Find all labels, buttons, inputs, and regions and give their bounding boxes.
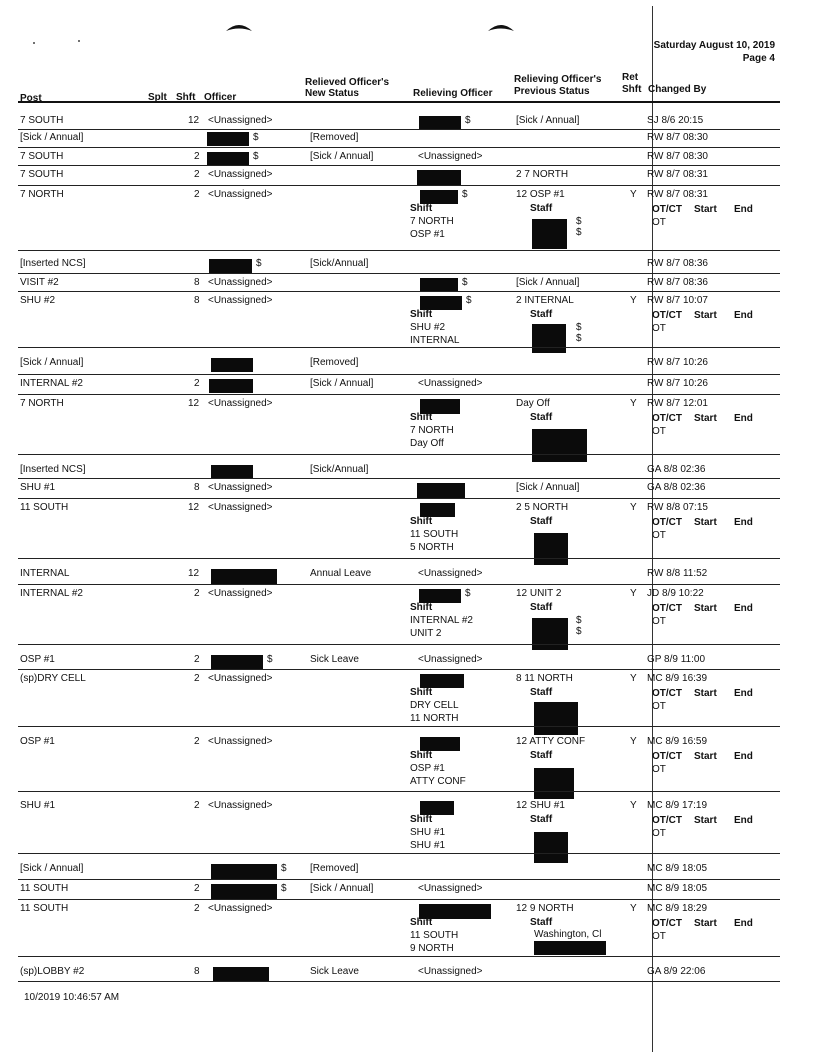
previous-status-cell: 12 ATTY CONF [516, 736, 586, 747]
shift-detail-line: 11 SOUTH [410, 930, 459, 941]
col-relieving-prev-1: Relieving Officer's [514, 74, 602, 85]
officer-cell: <Unassigned> [208, 800, 273, 811]
ot-ct-label: OT/CT [652, 413, 682, 424]
relieved-status-cell: [Removed] [310, 863, 359, 874]
redacted-name-block [534, 941, 606, 955]
start-label: Start [694, 815, 717, 826]
row-divider [18, 498, 780, 499]
relieved-status-cell: [Removed] [310, 132, 359, 143]
shift-label: Shift [410, 814, 433, 825]
col-ret-2: Shft [622, 84, 642, 95]
relieving-officer-cell: <Unassigned> [418, 568, 483, 579]
header-rule [18, 101, 780, 103]
relieved-status-cell: [Sick / Annual] [310, 883, 374, 894]
redacted-name-block [417, 170, 461, 185]
dollar-marker: $ [576, 227, 582, 238]
shift-cell: 12 [188, 502, 200, 513]
shift-label: Shift [410, 516, 433, 527]
post-cell: 7 NORTH [20, 189, 64, 200]
staff-label: Staff [530, 814, 553, 825]
changed-by-cell: RW 8/7 08:30 [647, 151, 708, 162]
changed-by-cell: SJ 8/6 20:15 [647, 115, 704, 126]
officer-cell: <Unassigned> [208, 736, 273, 747]
post-cell: INTERNAL #2 [20, 378, 83, 389]
changed-by-cell: RW 8/7 10:07 [647, 295, 708, 306]
row-divider [18, 454, 780, 455]
row-divider [18, 558, 780, 559]
start-label: Start [694, 310, 717, 321]
previous-status-cell: 12 UNIT 2 [516, 588, 562, 599]
dollar-marker: $ [462, 189, 468, 200]
ot-label: OT [652, 701, 666, 712]
post-cell: INTERNAL [20, 568, 70, 579]
report-date: Saturday August 10, 2019 [653, 40, 775, 51]
changed-by-cell: GP 8/9 11:00 [647, 654, 706, 665]
col-relieving-prev-2: Previous Status [514, 86, 590, 97]
dollar-marker: $ [465, 588, 471, 599]
col-relieved-status-1: Relieved Officer's [305, 77, 390, 88]
shift-detail-line: INTERNAL [410, 335, 460, 346]
shift-detail-line: INTERNAL #2 [410, 615, 473, 626]
officer-cell: <Unassigned> [208, 588, 273, 599]
changed-by-cell: RW 8/7 08:36 [647, 258, 708, 269]
ret-shift-cell: Y [630, 736, 637, 747]
redacted-name-block [417, 483, 465, 498]
ret-shift-cell: Y [630, 295, 637, 306]
post-cell: (sp)LOBBY #2 [20, 966, 85, 977]
ot-label: OT [652, 426, 666, 437]
row-divider [18, 129, 780, 130]
dollar-marker: $ [253, 132, 259, 143]
col-post: Post [20, 93, 42, 104]
staff-label: Staff [530, 750, 553, 761]
officer-cell: <Unassigned> [208, 189, 273, 200]
changed-by-cell: RW 8/7 10:26 [647, 357, 708, 368]
previous-status-cell: 12 OSP #1 [516, 189, 565, 200]
start-label: Start [694, 688, 717, 699]
row-divider [18, 347, 780, 348]
shift-detail-line: 11 SOUTH [410, 529, 459, 540]
ot-label: OT [652, 616, 666, 627]
shift-detail-line: 11 NORTH [410, 713, 459, 724]
changed-by-cell: GA 8/8 02:36 [647, 464, 706, 475]
row-divider [18, 394, 780, 395]
redacted-name-block [534, 533, 568, 565]
shift-detail-line: SHU #1 [410, 827, 446, 838]
previous-status-cell: [Sick / Annual] [516, 277, 580, 288]
ot-ct-label: OT/CT [652, 918, 682, 929]
ot-ct-label: OT/CT [652, 815, 682, 826]
officer-cell: <Unassigned> [208, 295, 273, 306]
changed-by-cell: RW 8/7 08:31 [647, 169, 708, 180]
shift-cell: 2 [194, 673, 200, 684]
ot-ct-label: OT/CT [652, 517, 682, 528]
shift-detail-line: Day Off [410, 438, 444, 449]
shift-detail-line: ATTY CONF [410, 776, 466, 787]
previous-status-cell: 2 7 NORTH [516, 169, 569, 180]
ot-label: OT [652, 828, 666, 839]
shift-detail-line: 7 NORTH [410, 425, 454, 436]
shift-detail-line: SHU #1 [410, 840, 446, 851]
officer-cell: <Unassigned> [208, 482, 273, 493]
previous-status-cell: 2 INTERNAL [516, 295, 574, 306]
relieving-officer-cell: <Unassigned> [418, 654, 483, 665]
redacted-name-block [211, 569, 277, 584]
officer-cell: <Unassigned> [208, 169, 273, 180]
ot-label: OT [652, 764, 666, 775]
relieved-status-cell: [Sick / Annual] [310, 378, 374, 389]
staff-label: Staff [530, 602, 553, 613]
end-label: End [734, 815, 753, 826]
redacted-name-block [420, 674, 464, 688]
dollar-marker: $ [462, 277, 468, 288]
redacted-name-block [211, 358, 253, 372]
post-cell: 11 SOUTH [20, 502, 69, 513]
col-changed-by: Changed By [648, 84, 707, 95]
officer-cell: <Unassigned> [208, 502, 273, 513]
shift-cell: 2 [194, 903, 200, 914]
shift-cell: 2 [194, 800, 200, 811]
dollar-marker: $ [576, 615, 582, 626]
officer-cell: <Unassigned> [208, 115, 273, 126]
ret-shift-cell: Y [630, 903, 637, 914]
shift-label: Shift [410, 750, 433, 761]
dollar-marker: $ [466, 295, 472, 306]
row-divider [18, 291, 780, 292]
shift-detail-line: 7 NORTH [410, 216, 454, 227]
print-timestamp: 10/2019 10:46:57 AM [24, 992, 120, 1003]
row-divider [18, 644, 780, 645]
row-divider [18, 374, 780, 375]
relieving-officer-cell: <Unassigned> [418, 378, 483, 389]
ot-label: OT [652, 217, 666, 228]
post-cell: SHU #1 [20, 482, 56, 493]
changed-by-cell: RW 8/8 07:15 [647, 502, 708, 513]
post-cell: 11 SOUTH [20, 903, 69, 914]
changed-by-cell: RW 8/7 10:26 [647, 378, 708, 389]
dollar-marker: $ [576, 216, 582, 227]
ot-label: OT [652, 530, 666, 541]
redacted-name-block [420, 737, 460, 751]
shift-label: Shift [410, 687, 433, 698]
shift-cell: 2 [194, 169, 200, 180]
relieving-officer-cell: <Unassigned> [418, 151, 483, 162]
shift-cell: 8 [194, 295, 200, 306]
end-label: End [734, 517, 753, 528]
row-divider [18, 147, 780, 148]
row-divider [18, 791, 780, 792]
changed-by-cell: RW 8/7 08:30 [647, 132, 708, 143]
dollar-marker: $ [253, 151, 259, 162]
row-divider [18, 899, 780, 900]
redacted-name-block [211, 655, 263, 669]
redacted-name-block [534, 832, 568, 863]
start-label: Start [694, 204, 717, 215]
staff-label: Staff [530, 687, 553, 698]
shift-label: Shift [410, 412, 433, 423]
staff-name: Washington, Cl [534, 929, 602, 940]
shift-detail-line: SHU #2 [410, 322, 446, 333]
redacted-name-block [419, 116, 461, 130]
changed-by-cell: MC 8/9 16:59 [647, 736, 708, 747]
row-divider [18, 956, 780, 957]
row-divider [18, 185, 780, 186]
redacted-name-block [207, 152, 249, 166]
post-cell: [Inserted NCS] [20, 464, 86, 475]
changed-by-cell: JD 8/9 10:22 [647, 588, 704, 599]
speck [78, 40, 80, 42]
dollar-marker: $ [576, 333, 582, 344]
col-ret-1: Ret [622, 72, 639, 83]
ret-shift-cell: Y [630, 398, 637, 409]
post-cell: 7 SOUTH [20, 115, 64, 126]
post-cell: INTERNAL #2 [20, 588, 83, 599]
dollar-marker: $ [465, 115, 471, 126]
changed-by-cell: GA 8/8 02:36 [647, 482, 706, 493]
ret-shift-cell: Y [630, 189, 637, 200]
shift-cell: 2 [194, 151, 200, 162]
changed-by-cell: RW 8/7 08:36 [647, 277, 708, 288]
shift-cell: 12 [188, 568, 200, 579]
start-label: Start [694, 751, 717, 762]
redacted-name-block [534, 702, 578, 735]
shift-cell: 2 [194, 654, 200, 665]
row-divider [18, 584, 780, 585]
changed-by-cell: RW 8/7 12:01 [647, 398, 708, 409]
dollar-marker: $ [267, 654, 273, 665]
previous-status-cell: 8 11 NORTH [516, 673, 573, 684]
ret-shift-cell: Y [630, 502, 637, 513]
redacted-name-block [211, 884, 277, 899]
shift-label: Shift [410, 309, 433, 320]
staff-label: Staff [530, 309, 553, 320]
end-label: End [734, 603, 753, 614]
scan-vertical-line [652, 6, 653, 1052]
ret-shift-cell: Y [630, 800, 637, 811]
officer-cell: <Unassigned> [208, 903, 273, 914]
relieving-officer-cell: <Unassigned> [418, 966, 483, 977]
shift-detail-line: OSP #1 [410, 763, 445, 774]
row-divider [18, 165, 780, 166]
changed-by-cell: RW 8/8 11:52 [647, 568, 708, 579]
col-relieved-status-2: New Status [305, 88, 359, 99]
dollar-marker: $ [256, 258, 262, 269]
punch-hole-mark [487, 22, 515, 32]
row-divider [18, 478, 780, 479]
staff-label: Staff [530, 516, 553, 527]
shift-cell: 8 [194, 966, 200, 977]
staff-label: Staff [530, 917, 553, 928]
changed-by-cell: MC 8/9 17:19 [647, 800, 708, 811]
start-label: Start [694, 517, 717, 528]
dollar-marker: $ [281, 883, 287, 894]
redacted-name-block [213, 967, 269, 982]
post-cell: SHU #2 [20, 295, 56, 306]
shift-cell: 8 [194, 277, 200, 288]
post-cell: [Sick / Annual] [20, 357, 84, 368]
changed-by-cell: MC 8/9 18:05 [647, 863, 708, 874]
relieved-status-cell: [Sick/Annual] [310, 258, 369, 269]
redacted-name-block [532, 618, 568, 650]
post-cell: SHU #1 [20, 800, 56, 811]
shift-cell: 2 [194, 883, 200, 894]
shift-label: Shift [410, 602, 433, 613]
post-cell: [Sick / Annual] [20, 863, 84, 874]
redacted-name-block [420, 296, 462, 310]
col-splt: Splt [148, 92, 167, 103]
changed-by-cell: RW 8/7 08:31 [647, 189, 708, 200]
redacted-name-block [534, 768, 574, 799]
col-officer: Officer [204, 92, 237, 103]
shift-cell: 12 [188, 398, 200, 409]
end-label: End [734, 310, 753, 321]
row-divider [18, 726, 780, 727]
changed-by-cell: MC 8/9 18:29 [647, 903, 708, 914]
shift-detail-line: DRY CELL [410, 700, 459, 711]
redacted-name-block [420, 190, 458, 204]
speck [33, 42, 35, 44]
ot-label: OT [652, 323, 666, 334]
end-label: End [734, 204, 753, 215]
row-divider [18, 981, 780, 982]
redacted-name-block [211, 465, 253, 479]
shift-cell: 2 [194, 378, 200, 389]
staff-label: Staff [530, 412, 553, 423]
page-number: Page 4 [742, 53, 775, 64]
post-cell: OSP #1 [20, 654, 55, 665]
previous-status-cell: [Sick / Annual] [516, 482, 580, 493]
officer-cell: <Unassigned> [208, 398, 273, 409]
shift-detail-line: 5 NORTH [410, 542, 454, 553]
previous-status-cell: 12 SHU #1 [516, 800, 565, 811]
redacted-name-block [207, 132, 249, 146]
post-cell: VISIT #2 [20, 277, 59, 288]
row-divider [18, 879, 780, 880]
ot-ct-label: OT/CT [652, 204, 682, 215]
shift-detail-line: 9 NORTH [410, 943, 454, 954]
ret-shift-cell: Y [630, 673, 637, 684]
shift-cell: 12 [188, 115, 200, 126]
redacted-name-block [420, 503, 455, 517]
col-shft: Shft [176, 92, 196, 103]
ret-shift-cell: Y [630, 588, 637, 599]
ot-ct-label: OT/CT [652, 688, 682, 699]
post-cell: 7 NORTH [20, 398, 64, 409]
punch-hole-mark [225, 22, 253, 32]
shift-cell: 2 [194, 588, 200, 599]
ot-ct-label: OT/CT [652, 310, 682, 321]
previous-status-cell: 12 9 NORTH [516, 903, 574, 914]
end-label: End [734, 688, 753, 699]
row-divider [18, 669, 780, 670]
post-cell: 11 SOUTH [20, 883, 69, 894]
redacted-name-block [532, 429, 587, 462]
previous-status-cell: [Sick / Annual] [516, 115, 580, 126]
shift-cell: 2 [194, 736, 200, 747]
redacted-name-block [532, 219, 567, 249]
dollar-marker: $ [576, 322, 582, 333]
post-cell: 7 SOUTH [20, 169, 64, 180]
relieved-status-cell: Sick Leave [310, 654, 359, 665]
ot-ct-label: OT/CT [652, 751, 682, 762]
post-cell: [Sick / Annual] [20, 132, 84, 143]
post-cell: [Inserted NCS] [20, 258, 86, 269]
redacted-name-block [211, 864, 277, 879]
relieved-status-cell: [Removed] [310, 357, 359, 368]
post-cell: (sp)DRY CELL [20, 673, 86, 684]
redacted-name-block [209, 259, 252, 273]
row-divider [18, 273, 780, 274]
previous-status-cell: Day Off [516, 398, 550, 409]
staff-label: Staff [530, 203, 553, 214]
changed-by-cell: GA 8/9 22:06 [647, 966, 706, 977]
dollar-marker: $ [281, 863, 287, 874]
ot-label: OT [652, 931, 666, 942]
redacted-name-block [419, 589, 461, 603]
shift-label: Shift [410, 917, 433, 928]
shift-detail-line: UNIT 2 [410, 628, 442, 639]
relieved-status-cell: Sick Leave [310, 966, 359, 977]
shift-cell: 2 [194, 189, 200, 200]
relieving-officer-cell: <Unassigned> [418, 883, 483, 894]
end-label: End [734, 751, 753, 762]
redacted-name-block [420, 278, 458, 292]
shift-label: Shift [410, 203, 433, 214]
shift-detail-line: OSP #1 [410, 229, 445, 240]
changed-by-cell: MC 8/9 18:05 [647, 883, 708, 894]
start-label: Start [694, 918, 717, 929]
dollar-marker: $ [576, 626, 582, 637]
post-cell: 7 SOUTH [20, 151, 64, 162]
relieved-status-cell: Annual Leave [310, 568, 372, 579]
row-divider [18, 250, 780, 251]
shift-cell: 8 [194, 482, 200, 493]
changed-by-cell: MC 8/9 16:39 [647, 673, 708, 684]
redacted-name-block [209, 379, 253, 393]
officer-cell: <Unassigned> [208, 673, 273, 684]
ot-ct-label: OT/CT [652, 603, 682, 614]
start-label: Start [694, 603, 717, 614]
redacted-name-block [532, 324, 566, 353]
officer-cell: <Unassigned> [208, 277, 273, 288]
previous-status-cell: 2 5 NORTH [516, 502, 569, 513]
row-divider [18, 853, 780, 854]
start-label: Start [694, 413, 717, 424]
relieved-status-cell: [Sick / Annual] [310, 151, 374, 162]
end-label: End [734, 413, 753, 424]
post-cell: OSP #1 [20, 736, 55, 747]
relieved-status-cell: [Sick/Annual] [310, 464, 369, 475]
end-label: End [734, 918, 753, 929]
redacted-name-block [420, 801, 454, 815]
col-relieving-officer: Relieving Officer [413, 88, 493, 99]
